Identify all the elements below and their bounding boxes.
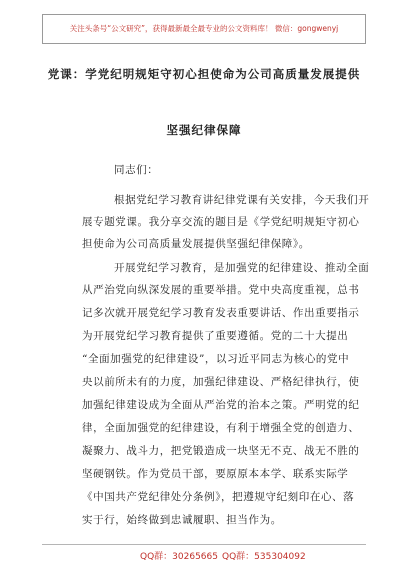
body-line: 开展党纪学习教育，是加强党的纪律建设、推动全面 <box>114 262 370 274</box>
body-line: 根据党纪学习教育讲纪律党课有关安排，今天我们开 <box>114 194 370 206</box>
header-banner-text: 关注头条号“公文研究”，获得最新最全最专业的公文资料库！ 微信：gongwenyj <box>69 24 339 33</box>
body-line: 《中国共产党纪律处分条例》，把遵规守纪刻印在心、落 <box>82 491 355 503</box>
body-line: 央以前所未有的力度，加强纪律建设、严格纪律执行，使 <box>82 376 360 388</box>
body-line: 凝聚力、战斗力，把党锻造成一块坚无不克、战无不胜的 <box>82 445 360 457</box>
body-line: “全面加强党的纪律建设”，以习近平同志为核心的党中 <box>82 353 350 365</box>
body-line: 担使命为公司高质量发展提供坚强纪律保障》。 <box>82 238 310 250</box>
header-banner <box>42 14 366 44</box>
salutation: 同志们： <box>114 164 159 176</box>
footer-qq-group-2: QQ群：535304092 <box>222 552 306 562</box>
page-title-line-1: 党课：学党纪明规矩守初心担使命为公司高质量发展提供 <box>47 67 361 81</box>
footer-divider <box>42 544 366 545</box>
body-line: 律，全面加强党的纪律建设，有利于增强全党的创造力、 <box>82 422 360 434</box>
body-line: 加强纪律建设成为全面从严治党的治本之策。严明党的纪 <box>82 399 360 411</box>
body-line: 展专题党课。我分享交流的题目是《学党纪明规矩守初心 <box>82 216 360 228</box>
body-line: 实于行，始终做到忠诚履职、担当作为。 <box>82 514 282 526</box>
body-line: 为开展党纪学习教育提供了重要遵循。党的二十大提出 <box>82 330 349 342</box>
body-line: 记多次就开展党纪学习教育发表重要讲话、作出重要指示 <box>82 307 360 319</box>
body-line: 坚硬钢铁。作为党员干部，要原原本本学、联系实际学 <box>82 468 349 480</box>
body-line: 从严治党向纵深发展的重要举措。党中央高度重视，总书 <box>82 284 360 296</box>
page-title-line-2: 坚强纪律保障 <box>166 123 242 137</box>
footer-qq-group-1: QQ群：30265665 <box>140 552 218 562</box>
